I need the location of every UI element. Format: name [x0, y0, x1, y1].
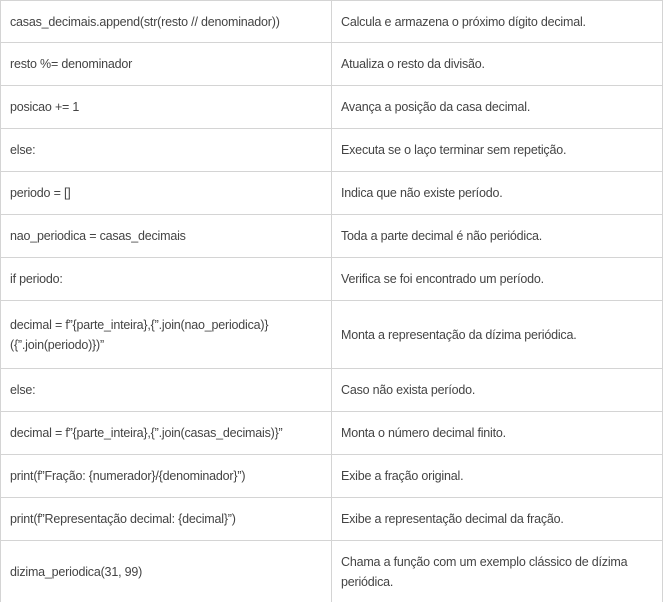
code-cell: else: [1, 129, 332, 172]
description-cell: Monta a representação da dízima periódica. [332, 301, 663, 369]
code-cell: dizima_periodica(31, 99) [1, 541, 332, 603]
description-cell: Chama a função com um exemplo clássico de dízima periódica. [332, 541, 663, 603]
table-row [1, 369, 663, 412]
table-row [1, 129, 663, 172]
code-cell: print(f”Fração: {numerador}/{denominador}”) [1, 455, 332, 498]
table-row [1, 86, 663, 129]
description-cell: Exibe a fração original. [332, 455, 663, 498]
table-row [1, 215, 663, 258]
description-cell: Monta o número decimal finito. [332, 412, 663, 455]
code-cell: else: [1, 369, 332, 412]
description-cell: Avança a posição da casa decimal. [332, 86, 663, 129]
table-row [1, 258, 663, 301]
table-row [1, 43, 663, 86]
code-cell: resto %= denominador [1, 43, 332, 86]
code-cell: decimal = f”{parte_inteira},{”.join(casas_decimais)}” [1, 412, 332, 455]
description-cell: Caso não exista período. [332, 369, 663, 412]
description-cell: Indica que não existe período. [332, 172, 663, 215]
code-cell: nao_periodica = casas_decimais [1, 215, 332, 258]
code-cell: decimal = f”{parte_inteira},{”.join(nao_periodica)}({”.join(periodo)})” [1, 301, 332, 369]
table-row [1, 541, 663, 603]
description-cell: Verifica se foi encontrado um período. [332, 258, 663, 301]
description-cell: Calcula e armazena o próximo dígito decimal. [332, 1, 663, 43]
code-cell: posicao += 1 [1, 86, 332, 129]
code-cell: print(f”Representação decimal: {decimal}”) [1, 498, 332, 541]
table-row [1, 301, 663, 369]
code-cell: casas_decimais.append(str(resto // denominador)) [1, 1, 332, 43]
description-cell: Atualiza o resto da divisão. [332, 43, 663, 86]
code-cell: if periodo: [1, 258, 332, 301]
table-row [1, 172, 663, 215]
table-row [1, 498, 663, 541]
code-cell: periodo = [] [1, 172, 332, 215]
table-row [1, 412, 663, 455]
description-cell: Executa se o laço terminar sem repetição. [332, 129, 663, 172]
description-cell: Exibe a representação decimal da fração. [332, 498, 663, 541]
description-cell: Toda a parte decimal é não periódica. [332, 215, 663, 258]
table-row [1, 1, 663, 43]
table-row [1, 455, 663, 498]
